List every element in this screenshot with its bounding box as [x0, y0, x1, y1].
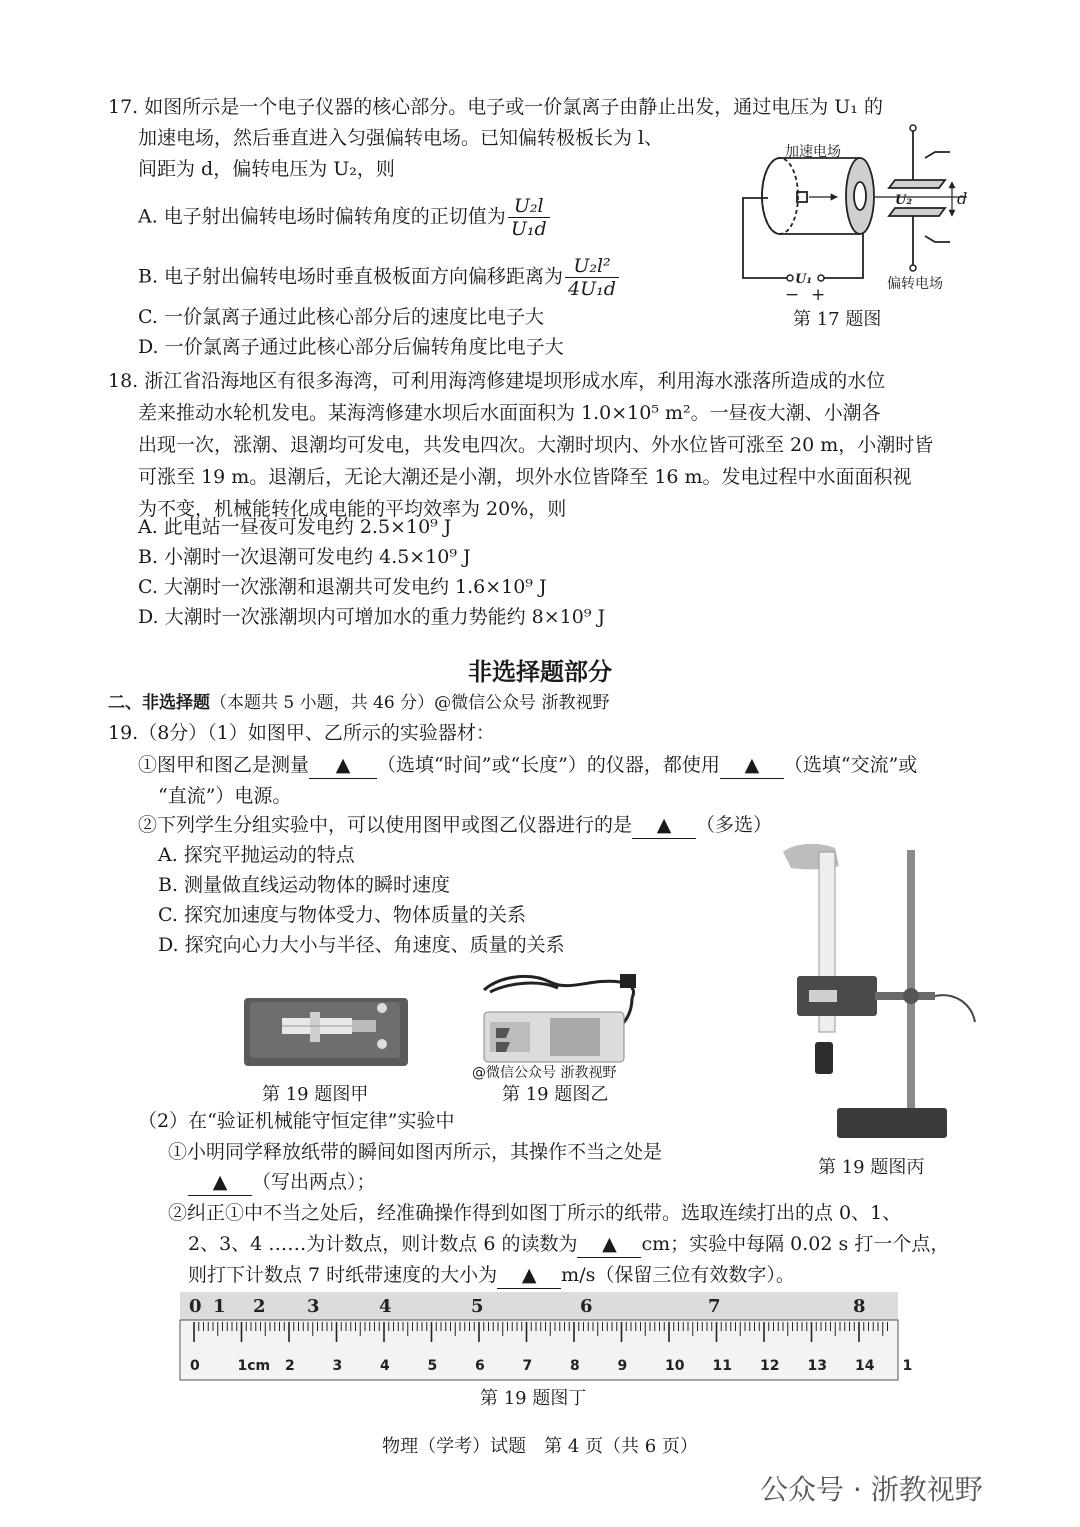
q19-part2-p2c-text2: m/s（保留三位有效数字）。 — [561, 1264, 795, 1286]
q17-option-a-numerator: U₂l — [508, 195, 550, 218]
tape-ruler-figure — [180, 1292, 913, 1382]
part2-header-rest: （本题共 5 小题，共 46 分）@微信公众号 浙教视野 — [210, 693, 610, 713]
q17-option-b-numerator: U₂l² — [565, 255, 619, 278]
tape-point-label: 4 — [379, 1296, 392, 1317]
ruler-label: 10 — [665, 1358, 685, 1374]
q19-part2-p2b-line — [188, 1231, 949, 1258]
q17-u2-label: U₂ — [895, 193, 913, 208]
ruler-label: 12 — [760, 1358, 780, 1374]
q19-part2-p2c-text1: 则打下计数点 7 时纸带速度的大小为 — [188, 1264, 498, 1286]
tape-point-label: 1 — [213, 1296, 226, 1317]
q19-part1-line — [138, 752, 917, 779]
ruler-label: 1 — [902, 1358, 913, 1374]
q19-part2-p2b-text1: 2、3、4 ……为计数点，则计数点 6 的读数为 — [188, 1233, 578, 1255]
q18-stem-line-2: 差来推动水轮机发电。某海湾修建水坝后水面面积为 1.0×10⁵ m²。一昼夜大潮、小潮各 — [138, 402, 881, 424]
q19-part2-p2a: ②纠正①中不当之处后，经准确操作得到如图丁所示的纸带。选取连续打出的点 0、1、 — [168, 1202, 902, 1224]
ruler-label: 2 — [285, 1358, 295, 1374]
q17-option-a — [138, 195, 552, 240]
q17-figure-caption: 第 17 题图 — [793, 309, 882, 330]
timer-jia-photo — [242, 992, 412, 1070]
ruler-label: 0 — [190, 1358, 200, 1374]
ruler-label: 6 — [475, 1358, 485, 1374]
q18-stem-line-5: 为不变，机械能转化成电能的平均效率为 20%，则 — [138, 498, 567, 520]
caption-bing: 第 19 题图丙 — [818, 1157, 925, 1178]
q17-plus-label: + — [811, 285, 826, 305]
q19-p2-tail: （多选） — [696, 814, 773, 836]
q19-option-a: A. 探究平抛运动的特点 — [158, 844, 355, 866]
ruler-label: 3 — [332, 1358, 343, 1374]
q18-stem-line-3: 出现一次，涨潮、退潮均可发电，共发电四次。大潮时坝内、外水位皆可涨至 20 m，小潮时皆 — [138, 434, 934, 456]
ruler-label: 13 — [807, 1358, 827, 1374]
q19-p1-text-a: ①图甲和图乙是测量 — [138, 754, 310, 776]
q18-stem-line-4: 可涨至 19 m。退潮后，无论大潮还是小潮，坝外水位皆降至 16 m。发电过程中水面面积视 — [138, 466, 912, 488]
q17-option-a-text: A. 电子射出偏转电场时偏转角度的正切值为 — [138, 205, 506, 228]
ruler-label: 1cm — [237, 1358, 271, 1374]
ruler-label: 9 — [617, 1358, 628, 1374]
ruler-label: 8 — [570, 1358, 580, 1374]
photo-watermark: @微信公众号 浙教视野 — [472, 1065, 617, 1081]
q17-option-c: C. 一价氯离子通过此核心部分后的速度比电子大 — [138, 306, 544, 328]
answer-blank[interactable]: ▲ — [632, 812, 696, 839]
watermark: 公众号 · 浙教视野 — [760, 1473, 983, 1506]
tape-point-label: 0 — [189, 1296, 202, 1317]
q18-option-d: D. 大潮时一次涨潮坝内可增加水的重力势能约 8×10⁹ J — [138, 606, 606, 628]
q17-accel-label: 加速电场 — [785, 144, 841, 160]
q17-figure — [735, 118, 985, 303]
q18-option-a: A. 此电站一昼夜可发电约 2.5×10⁹ J — [138, 516, 452, 538]
caption-yi: 第 19 题图乙 — [502, 1084, 609, 1105]
q17-stem-line-1: 17. 如图所示是一个电子仪器的核心部分。电子或一价氯离子由静止出发，通过电压为 U₁ 的 — [108, 96, 883, 118]
ruler-label: 5 — [427, 1358, 438, 1374]
q19-part2-p1b-line — [188, 1169, 376, 1196]
q18-option-c: C. 大潮时一次涨潮和退潮共可发电约 1.6×10⁹ J — [138, 576, 547, 598]
tape-point-label: 2 — [253, 1296, 266, 1317]
answer-blank[interactable]: ▲ — [720, 752, 784, 779]
q17-deflect-label: 偏转电场 — [887, 276, 943, 292]
answer-blank[interactable]: ▲ — [577, 1231, 641, 1258]
q19-intro: 19.（8分）（1）如图甲、乙所示的实验器材： — [108, 722, 495, 744]
q17-option-b-denominator: 4U₁d — [568, 278, 616, 300]
q18-option-b: B. 小潮时一次退潮可发电约 4.5×10⁹ J — [138, 546, 471, 568]
answer-blank[interactable]: ▲ — [497, 1262, 561, 1289]
q19-p1-text-c: （选填“交流”或 — [783, 754, 918, 776]
q19-option-b: B. 测量做直线运动物体的瞬时速度 — [158, 874, 451, 896]
q19-part2-intro: （2）在“验证机械能守恒定律”实验中 — [138, 1110, 455, 1132]
ruler-label: 14 — [855, 1358, 875, 1374]
q17-stem-line-3: 间距为 d，偏转电压为 U₂，则 — [138, 158, 395, 180]
q19-part2-line — [138, 812, 772, 839]
q17-stem-line-2: 加速电场，然后垂直进入匀强偏转电场。已知偏转极板长为 l、 — [138, 127, 664, 149]
tape-point-label: 5 — [471, 1296, 484, 1317]
q19-option-c: C. 探究加速度与物体受力、物体质量的关系 — [158, 904, 526, 926]
q17-option-b-fraction — [565, 255, 619, 300]
q17-option-b-text: B. 电子射出偏转电场时垂直极板面方向偏移距离为 — [138, 265, 564, 288]
q19-part2-p1: ①小明同学释放纸带的瞬间如图丙所示，其操作不当之处是 — [168, 1141, 663, 1163]
q17-minus-label: − — [785, 285, 800, 305]
caption-jia: 第 19 题图甲 — [262, 1084, 369, 1105]
caption-ding: 第 19 题图丁 — [480, 1388, 587, 1409]
page-footer: 物理（学考）试题 第 4 页（共 6 页） — [382, 1436, 698, 1457]
ruler-label: 7 — [522, 1358, 533, 1374]
part2-header — [108, 690, 609, 716]
q19-option-d: D. 探究向心力大小与半径、角速度、质量的关系 — [158, 934, 565, 956]
answer-blank[interactable]: ▲ — [309, 752, 377, 779]
part2-header-bold: 二、非选择题 — [108, 693, 210, 713]
stand-bing-photo — [775, 842, 985, 1152]
q17-option-a-denominator: U₁d — [510, 218, 547, 240]
q19-p1-text-d: “直流”）电源。 — [158, 785, 292, 807]
q17-option-b — [138, 255, 621, 300]
timer-yi-photo — [470, 968, 650, 1068]
tape-point-label: 3 — [307, 1296, 320, 1317]
section-title: 非选择题部分 — [468, 658, 612, 686]
q18-stem-line-1: 18. 浙江省沿海地区有很多海湾，可利用海湾修建堤坝形成水库，利用海水涨落所造成的水位 — [108, 370, 886, 392]
q19-part2-p1b: （写出两点）； — [252, 1171, 376, 1193]
q17-option-a-fraction — [508, 195, 550, 240]
tape-point-label: 8 — [853, 1296, 866, 1317]
q17-u1-label: U₁ — [795, 272, 813, 287]
q19-part2-p2b-text2: cm；实验中每隔 0.02 s 打一个点， — [641, 1233, 950, 1255]
q19-p2-text: ②下列学生分组实验中，可以使用图甲或图乙仪器进行的是 — [138, 814, 633, 836]
q19-part2-p2c-line — [188, 1262, 795, 1289]
q17-d-label: d — [957, 189, 968, 208]
q17-option-d: D. 一价氯离子通过此核心部分后偏转角度比电子大 — [138, 336, 564, 358]
ruler-label: 4 — [380, 1358, 390, 1374]
ruler-label: 11 — [712, 1358, 732, 1374]
q19-p1-text-b: （选填“时间”或“长度”）的仪器，都使用 — [377, 754, 720, 776]
answer-blank[interactable]: ▲ — [188, 1169, 252, 1196]
tape-point-label: 6 — [580, 1296, 593, 1317]
tape-point-label: 7 — [708, 1296, 721, 1317]
